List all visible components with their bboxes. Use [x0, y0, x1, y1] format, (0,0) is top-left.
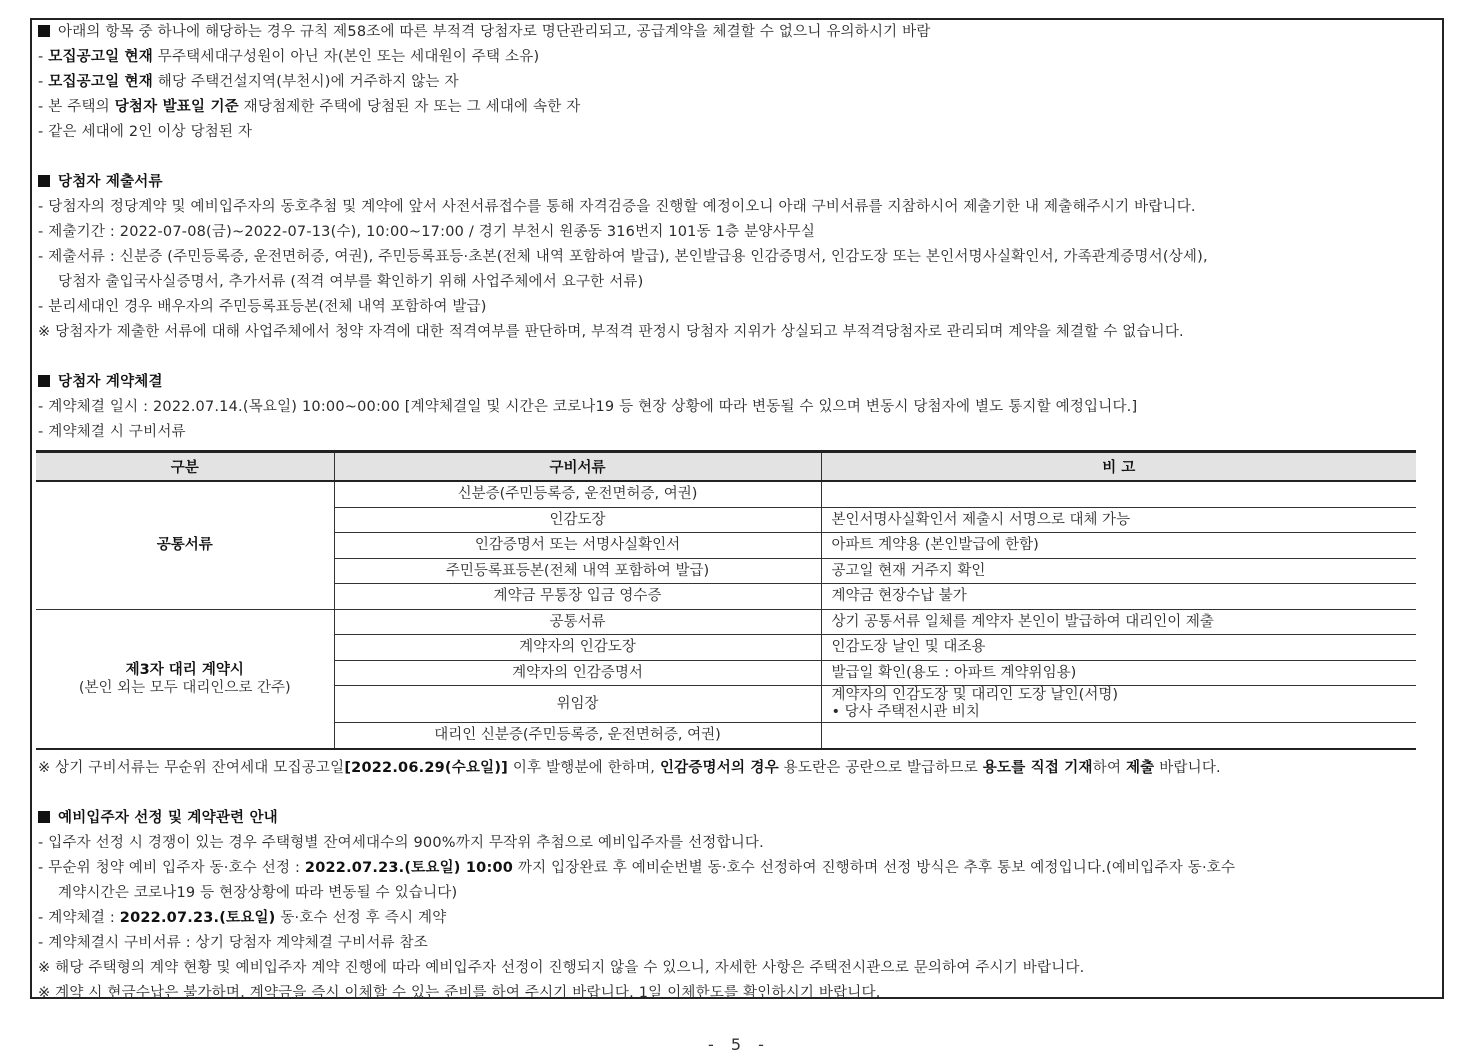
note-cell: 계약금 현장수납 불가: [821, 584, 1416, 610]
reserve-line: - 입주자 선정 시 경쟁이 있는 경우 주택형별 잔여세대수의 900%까지 무작위 추첨으로 예비입주자를 선정합니다.: [38, 835, 764, 851]
doc-cell: 대리인 신분증(주민등록증, 운전면허증, 여권): [334, 723, 821, 749]
ineligible-heading: 아래의 항목 중 하나에 해당하는 경우 규칙 제58조에 따른 부적격 당첨자로 명단관리되고, 공급계약을 체결할 수 없으니 유의하시기 바람: [38, 22, 931, 42]
group-common-docs: 공통서류: [36, 481, 334, 609]
doc-cell: 공통서류: [334, 609, 821, 635]
submission-line: - 당첨자의 정당계약 및 예비입주자의 동호추첨 및 계약에 앞서 사전서류접수를 통해 자격검증을 진행할 예정이오니 아래 구비서류를 지참하시어 제출기한 내 제출해주시기 바랍니다.: [38, 199, 1196, 215]
reserve-line: - 계약체결시 구비서류 : 상기 당첨자 계약체결 구비서류 참조: [38, 935, 428, 951]
ineligible-item: - 모집공고일 현재 해당 주택건설지역(부천시)에 거주하지 않는 자: [38, 74, 459, 90]
note-cell: [821, 481, 1416, 507]
table-header-row: [36, 452, 1416, 482]
page-number: - 5 -: [708, 1035, 770, 1054]
reserve-line-cont: 계약시간은 코로나19 등 현장상황에 따라 변동될 수 있습니다): [58, 885, 458, 901]
note-cell: 공고일 현재 거주지 확인: [821, 558, 1416, 584]
note-line: 계약자의 인감도장 및 대리인 도장 날인(서명): [831, 687, 1118, 703]
doc-cell: 계약자의 인감도장: [334, 635, 821, 661]
contract-datetime: - 계약체결 일시 : 2022.07.14.(목요일) 10:00~00:00 [계약체결일 및 시간은 코로나19 등 현장 상황에 따라 변동될 수 있으며 변동시 당첨자에 별도 통지할 예정입니다.]: [38, 399, 1138, 415]
doc-cell: 인감도장: [334, 507, 821, 533]
note-cell: [821, 686, 1416, 723]
table-footnote: ※ 상기 구비서류는 무순위 잔여세대 모집공고일[2022.06.29(수요일)] 이후 발행분에 한하며, 인감증명서의 경우 용도란은 공란으로 발급하므로 용도를 직접 기재하여 제출 바랍니다.: [38, 760, 1221, 776]
section-heading: 예비입주자 선정 및 계약관련 안내: [38, 808, 278, 828]
notice-frame: [30, 18, 1444, 999]
note-cell: 아파트 계약용 (본인발급에 한함): [821, 533, 1416, 559]
submission-documents-cont: 당첨자 출입국사실증명서, 추가서류 (적격 여부를 확인하기 위해 사업주체에서 요구한 서류): [58, 274, 644, 290]
note-cell: 인감도장 날인 및 대조용: [821, 635, 1416, 661]
note-cell: 본인서명사실확인서 제출시 서명으로 대체 가능: [821, 507, 1416, 533]
doc-cell: 계약자의 인감증명서: [334, 660, 821, 686]
square-bullet-icon: [38, 811, 50, 823]
note-cell: 발급일 확인(용도 : 아파트 계약위임용): [821, 660, 1416, 686]
ineligible-item: - 같은 세대에 2인 이상 당첨된 자: [38, 124, 253, 140]
reserve-line: - 무순위 청약 예비 입주자 동·호수 선정 : 2022.07.23.(토요일) 10:00 까지 입장완료 후 예비순번별 동·호수 선정하여 진행하며 선정 방식은 추후 통보 예정입니다.(예비입주자 동·호수: [38, 860, 1236, 876]
section-heading: 당첨자 제출서류: [38, 172, 163, 192]
ineligible-item: - 본 주택의 당첨자 발표일 기준 재당첨제한 주택에 당첨된 자 또는 그 세대에 속한 자: [38, 99, 581, 115]
note-cell: 상기 공통서류 일체를 계약자 본인이 발급하여 대리인이 제출: [821, 609, 1416, 635]
group-proxy-subtitle: (본인 외는 모두 대리인으로 간주): [78, 679, 291, 696]
contract-docs-label: - 계약체결 시 구비서류: [38, 424, 186, 440]
square-bullet-icon: [38, 175, 50, 187]
doc-cell: 인감증명서 또는 서명사실확인서: [334, 533, 821, 559]
note-cell: [821, 723, 1416, 749]
note-line: • 당사 주택전시관 비치: [831, 704, 980, 720]
table-row: [36, 609, 1416, 635]
doc-cell: 신분증(주민등록증, 운전면허증, 여권): [334, 481, 821, 507]
submission-note: ※ 당첨자가 제출한 서류에 대해 사업주체에서 청약 자격에 대한 적격여부를 판단하며, 부적격 판정시 당첨자 지위가 상실되고 부적격당첨자로 관리되며 계약을 체결할 수 없습니다.: [38, 324, 1184, 340]
doc-cell: 계약금 무통장 입금 영수증: [334, 584, 821, 610]
section-heading: 당첨자 계약체결: [38, 372, 163, 392]
square-bullet-icon: [38, 25, 50, 37]
reserve-line: - 계약체결 : 2022.07.23.(토요일) 동·호수 선정 후 즉시 계약: [38, 910, 447, 926]
submission-line: - 분리세대인 경우 배우자의 주민등록표등본(전체 내역 포함하여 발급): [38, 299, 487, 315]
square-bullet-icon: [38, 375, 50, 387]
doc-cell: 위임장: [334, 686, 821, 723]
column-header: 구비서류: [334, 452, 821, 482]
submission-period: - 제출기간 : 2022-07-08(금)~2022-07-13(수), 10:00~17:00 / 경기 부천시 원종동 316번지 101동 1층 분양사무실: [38, 224, 816, 240]
table-row: [36, 481, 1416, 507]
reserve-note: ※ 해당 주택형의 계약 현황 및 예비입주자 계약 진행에 따라 예비입주자 선정이 진행되지 않을 수 있으니, 자세한 사항은 주택전시관으로 문의하여 주시기 바랍니다.: [38, 960, 1085, 976]
reserve-note: ※ 계약 시 현금수납은 불가하며, 계약금을 즉시 이체할 수 있는 준비를 하여 주시기 바랍니다. 1일 이체한도를 확인하시기 바랍니다.: [38, 985, 881, 1001]
group-proxy-title: 제3자 대리 계약시: [125, 661, 244, 678]
group-proxy-contract: [36, 609, 334, 749]
required-documents-table: [36, 450, 1416, 750]
column-header: 비 고: [821, 452, 1416, 482]
ineligible-item: - 모집공고일 현재 무주택세대구성원이 아닌 자(본인 또는 세대원이 주택 소유): [38, 49, 540, 65]
submission-documents: - 제출서류 : 신분증 (주민등록증, 운전면허증, 여권), 주민등록표등·초본(전체 내역 포함하여 발급), 본인발급용 인감증명서, 인감도장 또는 본인서명사실확인서, 가족관계증명서(상세),: [38, 249, 1208, 265]
doc-cell: 주민등록표등본(전체 내역 포함하여 발급): [334, 558, 821, 584]
column-header: 구분: [36, 452, 334, 482]
